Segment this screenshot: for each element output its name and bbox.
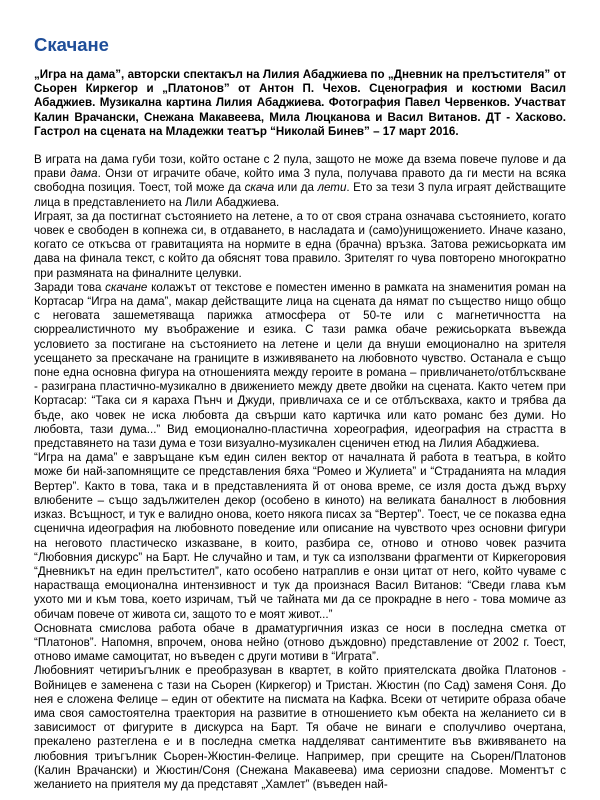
text-run: Любовният четириъгълник е преобразуван в квартет, в който приятелската двойка Платонов - Войницев е заменена с тази на Сьорен (Киркегор) и Тристан. Жюстин (по Сад) заменя Соня. До нея е сложена Фелице – един от обектите на писмата на Кафка. Всеки от четирите образа обаче има своя самостоятелна траектория на развитие в отношението към обекта на желанието си в зависимост от фигурите в дискурса на Барт. Тя обаче не винаги е сполучливо очертана, прекалено разтеглена е и в последна сметка надделяват сантиментите във вживяването на любовния триъгълник Сьорен-Жюстин-Фелице. Например, при срещите на Сьорен/Платонов (Калин Врачански) и Жюстин/Соня (Снежана Макавеева) има сериозни спадове. Моментът с желанието на приятеля му да представят „Хамлет” (въведен най- <box>34 664 566 791</box>
article-body <box>34 153 566 792</box>
paragraph <box>34 281 566 451</box>
italic-term: лети <box>317 181 347 195</box>
italic-term: скача <box>244 181 275 195</box>
text-run: В играта на дама губи този, който остане с 2 пула, защото не може да взема повече пулове и да прави <box>34 153 566 181</box>
article-title: Скачане <box>34 34 109 55</box>
paragraph <box>34 210 566 281</box>
text-run: “Игра на дама” е завръщане към един силен вектор от началната й работа в театъра, в който може би най-запомнящите се представления бяха “Ромео и Жулиета” и “Страданията на младия Вертер”. Както в това, така и в представленията й от онова време, се изля доста дъжд върху влюбените – също задължителен декор (особено в киното) на великата баналност в любовния изказ. Всъщност, и тук е валидно онова, което някога писах за “Вертер”. Тоест, че се показва една сценична идеография на любовното поведение или описание на чувството чрез основни фигури на неговото пластическо изказване, в които, разбира се, отново и отново човек разчита “Любовния дискурс” на Барт. Не случайно и там, и тук са използвани фрагменти от Киркегоровия “Дневникът на един прелъстител”, като особено натраплив е онзи цитат от него, който чуваме с нарастваща емоционална интензивност и тук да произнася Васил Витанов: “Сведи глава към ухото ми и към това, което изричам, тъй че тайната ми да се прокрадне в него - това момиче аз обичам повече от живота си, защото то е моят живот...” <box>34 451 566 621</box>
production-credits: „Игра на дама”, авторски спектакъл на Лилия Абаджиева по „Дневник на прелъстителя” от Сьорен Киркегор и „Платонов” от Антон П. Чехов. Сценография и костюми Васил Абаджиев. Музикална картина Лилия Абаджиева. Фотография Павел Червенков. Участват Калин Врачански, Снежана Макавеева, Мила Люцканова и Васил Витанов. ДТ - Хасково. Гастрол на сцената на Младежки театър “Николай Бинев” – 17 март 2016. <box>34 68 566 138</box>
paragraph <box>34 153 566 210</box>
text-run: . Онзи от играчите обаче, който има 3 пула, получава правото да ги мести на всяка свободна позиция. Тоест, той може да <box>34 167 566 195</box>
italic-term: дама <box>70 167 98 181</box>
text-run: Заради това <box>34 280 106 294</box>
paragraph <box>34 664 566 792</box>
text-run: или да <box>274 181 318 195</box>
text-run: Играят, за да постигнат състоянието на летене, а то от своя страна означава състоянието, когато човек е свободен в копнежа си, в отдаването, в насладата и (само)унищожението. Иначе казано, когато се откъсва от гравитацията на нормите в една (брачна) връзка. Затова режисьорката им дава на финала текст, с който да обяснят това правило. Зрителят го чува повторено многократно при размяната на финалните целувки. <box>34 209 566 280</box>
italic-term: скачане <box>105 280 148 294</box>
paragraph <box>34 451 566 621</box>
paragraph <box>34 622 566 665</box>
text-run: Основната смислова работа обаче в драматургичния изказ се носи в последна сметка от “Платонов”. Напомня, впрочем, онова нейно (отново дъждовно) представление от 2002 г. Тоест, отново имаме самоцитат, но въведен с други мотиви в “Играта”. <box>34 621 566 664</box>
text-run: . Ето за тези 3 пула играят действащите лица в представлението на Лили Абаджиева. <box>34 181 566 209</box>
text-run: колажът от текстове е поместен именно в рамката на знаменития роман на Кортасар “Игра на дама”, макар действащите лица на сцената да нямат по същество нищо общо с неговата зашеметяваща парижка атмосфера от 50-те или с магнетичността на сюрреалистичното му въображение и езика. С тази рамка обаче режисьорката въвежда условието за постигане на състоянието на летене и цели да внуши емоционално на зрителя усещането за прескачане на границите в изживяването на любовното чувство. Останала е също поне една основна фигура на отношенията между героите в романа – привличането/отблъскване - разиграна пластично-музикално в движението между двете двойки на сцената. Както четем при Кортасар: “Така си я караха Пънч и Джуди, привличаха се и се отблъскваха, както и трябва да бъде, ако човек не иска любовта да свърши като картичка или като романс без думи. Но любовта, тази дума...” Вид емоционално-пластична хореография, идеография на страстта в представянето на тази дума е този визуално-музикален сценичен етюд на Лилия Абаджиева. <box>34 280 567 451</box>
